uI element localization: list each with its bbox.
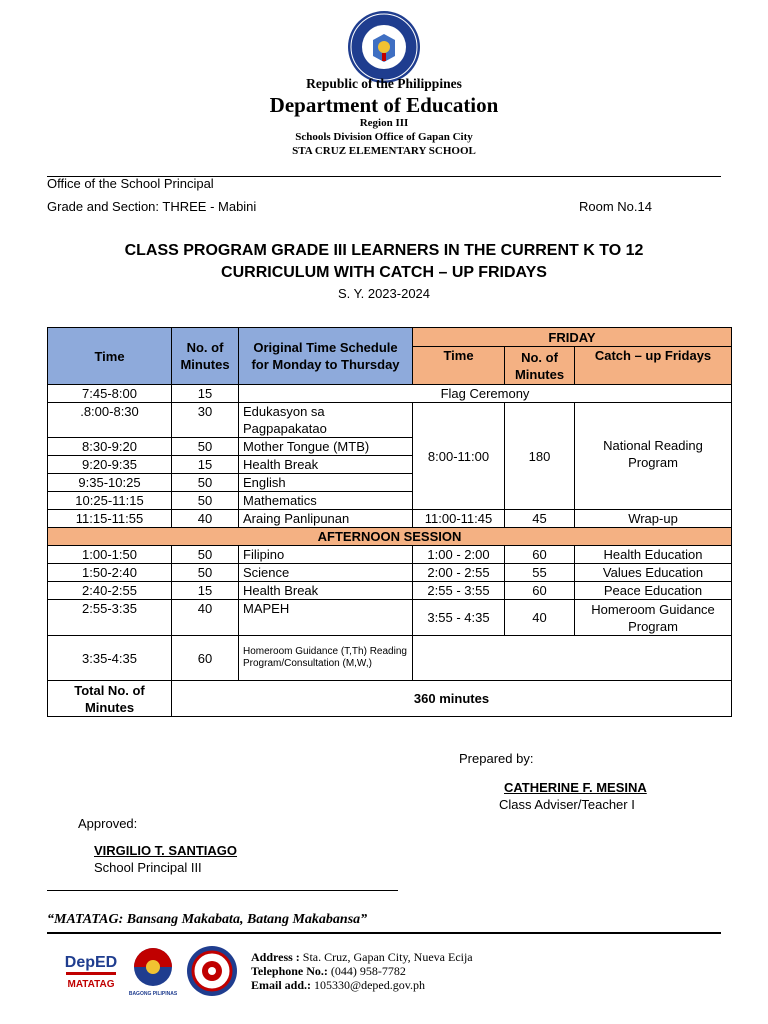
empty-cell (413, 636, 732, 681)
afternoon-session-row (48, 528, 732, 546)
minutes-cell: 50 (172, 474, 239, 492)
email-label: Email add.: (251, 978, 312, 992)
deped-matatag-logo (62, 947, 120, 995)
friday-time-cell: 11:00-11:45 (413, 510, 505, 528)
minutes-cell: 50 (172, 438, 239, 456)
region-heading: Region III (359, 117, 409, 129)
bagong-logo-text: BAGONG PILIPINAS (128, 991, 178, 997)
subject-cell: MAPEH (239, 600, 413, 636)
table-row (48, 600, 732, 636)
time-cell: 9:20-9:35 (48, 456, 172, 474)
friday-activity-cell: Peace Education (575, 582, 732, 600)
bagong-pilipinas-logo (127, 945, 179, 997)
time-cell: 1:00-1:50 (48, 546, 172, 564)
time-cell: 9:35-10:25 (48, 474, 172, 492)
subject-cell: Health Break (239, 456, 413, 474)
subject-cell: Homeroom Guidance (T,Th) Reading Program/Consultation (M,W,) (239, 636, 413, 681)
minutes-cell: 50 (172, 564, 239, 582)
school-year: S. Y. 2023-2024 (337, 286, 431, 301)
telephone-line (251, 964, 406, 979)
friday-minutes-cell: 55 (505, 564, 575, 582)
email-line (251, 978, 425, 993)
department-heading: Department of Education (269, 93, 499, 117)
minutes-cell: 50 (172, 492, 239, 510)
table-row (48, 636, 732, 681)
matatag-logo-text: MATATAG (67, 979, 115, 990)
footer-divider (47, 932, 721, 934)
header-friday-minutes: No. of Minutes (505, 347, 575, 385)
friday-time-cell: 3:55 - 4:35 (413, 600, 505, 636)
total-value: 360 minutes (172, 681, 732, 717)
table-row (48, 546, 732, 564)
grade-section-label: Grade and Section: THREE - Mabini (47, 199, 257, 214)
total-label: Total No. of Minutes (48, 681, 172, 717)
time-cell: 10:25-11:15 (48, 492, 172, 510)
time-cell: 11:15-11:55 (48, 510, 172, 528)
minutes-cell: 15 (172, 456, 239, 474)
friday-minutes-cell: 40 (505, 600, 575, 636)
time-cell: 2:55-3:35 (48, 600, 172, 636)
subject-cell: English (239, 474, 413, 492)
principal-name: VIRGILIO T. SANTIAGO (94, 843, 238, 858)
table-row (48, 510, 732, 528)
minutes-cell: 15 (172, 385, 239, 403)
subject-cell: Health Break (239, 582, 413, 600)
friday-minutes-cell: 180 (505, 403, 575, 510)
friday-time-cell: 2:00 - 2:55 (413, 564, 505, 582)
friday-minutes-cell: 45 (505, 510, 575, 528)
afternoon-session-label: AFTERNOON SESSION (48, 528, 732, 546)
principal-role: School Principal III (94, 860, 202, 875)
time-cell: 8:30-9:20 (48, 438, 172, 456)
minutes-cell: 50 (172, 546, 239, 564)
subject-cell: Edukasyon sa Pagpapakatao (239, 403, 413, 438)
time-cell: 7:45-8:00 (48, 385, 172, 403)
minutes-cell: 40 (172, 510, 239, 528)
header-catch-up: Catch – up Fridays (575, 347, 732, 385)
motto: “MATATAG: Bansang Makabata, Batang Makabansa” (47, 912, 368, 927)
class-program-table (47, 327, 732, 717)
minutes-cell: 60 (172, 636, 239, 681)
subject-cell: Araing Panlipunan (239, 510, 413, 528)
prepared-by-label: Prepared by: (459, 751, 534, 766)
telephone-value: (044) 958-7782 (330, 964, 406, 978)
time-cell: 1:50-2:40 (48, 564, 172, 582)
header-friday-time: Time (413, 347, 505, 385)
subject-cell: Filipino (239, 546, 413, 564)
header-original-schedule: Original Time Schedule for Monday to Thursday (239, 328, 413, 385)
telephone-label: Telephone No.: (251, 964, 328, 978)
table-row (48, 564, 732, 582)
minutes-cell: 40 (172, 600, 239, 636)
friday-minutes-cell: 60 (505, 546, 575, 564)
address-value: Sta. Cruz, Gapan City, Nueva Ecija (302, 950, 473, 964)
friday-activity-cell: National Reading Program (575, 403, 732, 510)
document-title-line2: CURRICULUM WITH CATCH – UP FRIDAYS (221, 264, 547, 281)
republic-heading: Republic of the Philippines (306, 76, 462, 91)
table-row (48, 385, 732, 403)
teacher-name: CATHERINE F. MESINA (504, 780, 647, 795)
friday-time-cell: 1:00 - 2:00 (413, 546, 505, 564)
approved-label: Approved: (78, 816, 138, 831)
time-cell: 3:35-4:35 (48, 636, 172, 681)
division-heading: Schools Division Office of Gapan City (295, 131, 473, 143)
time-cell: .8:00-8:30 (48, 403, 172, 438)
total-row (48, 681, 732, 717)
table-row (48, 403, 732, 438)
minutes-cell: 15 (172, 582, 239, 600)
flag-ceremony-cell: Flag Ceremony (239, 385, 732, 403)
school-seal-logo (186, 945, 238, 997)
deped-logo-text: DepED (64, 954, 118, 971)
document-title-line1: CLASS PROGRAM GRADE III LEARNERS IN THE CURRENT K TO 12 (124, 242, 644, 259)
table-row (48, 582, 732, 600)
friday-activity-cell: Values Education (575, 564, 732, 582)
friday-activity-cell: Wrap-up (575, 510, 732, 528)
friday-activity-cell: Homeroom Guidance Program (575, 600, 732, 636)
email-value: 105330@deped.gov.ph (314, 978, 425, 992)
friday-time-cell: 8:00-11:00 (413, 403, 505, 510)
subject-cell: Science (239, 564, 413, 582)
deped-seal-logo (347, 10, 421, 84)
address-line (251, 950, 473, 965)
address-label: Address : (251, 950, 300, 964)
signature-divider (47, 890, 398, 891)
office-label: Office of the School Principal (47, 176, 214, 191)
header-minutes: No. of Minutes (172, 328, 239, 385)
room-label: Room No.14 (579, 199, 652, 214)
header-time: Time (48, 328, 172, 385)
friday-activity-cell: Health Education (575, 546, 732, 564)
teacher-role: Class Adviser/Teacher I (499, 797, 635, 812)
minutes-cell: 30 (172, 403, 239, 438)
time-cell: 2:40-2:55 (48, 582, 172, 600)
school-heading: STA CRUZ ELEMENTARY SCHOOL (292, 145, 476, 157)
header-friday: FRIDAY (413, 328, 732, 347)
subject-cell: Mathematics (239, 492, 413, 510)
friday-minutes-cell: 60 (505, 582, 575, 600)
subject-cell: Mother Tongue (MTB) (239, 438, 413, 456)
friday-time-cell: 2:55 - 3:55 (413, 582, 505, 600)
